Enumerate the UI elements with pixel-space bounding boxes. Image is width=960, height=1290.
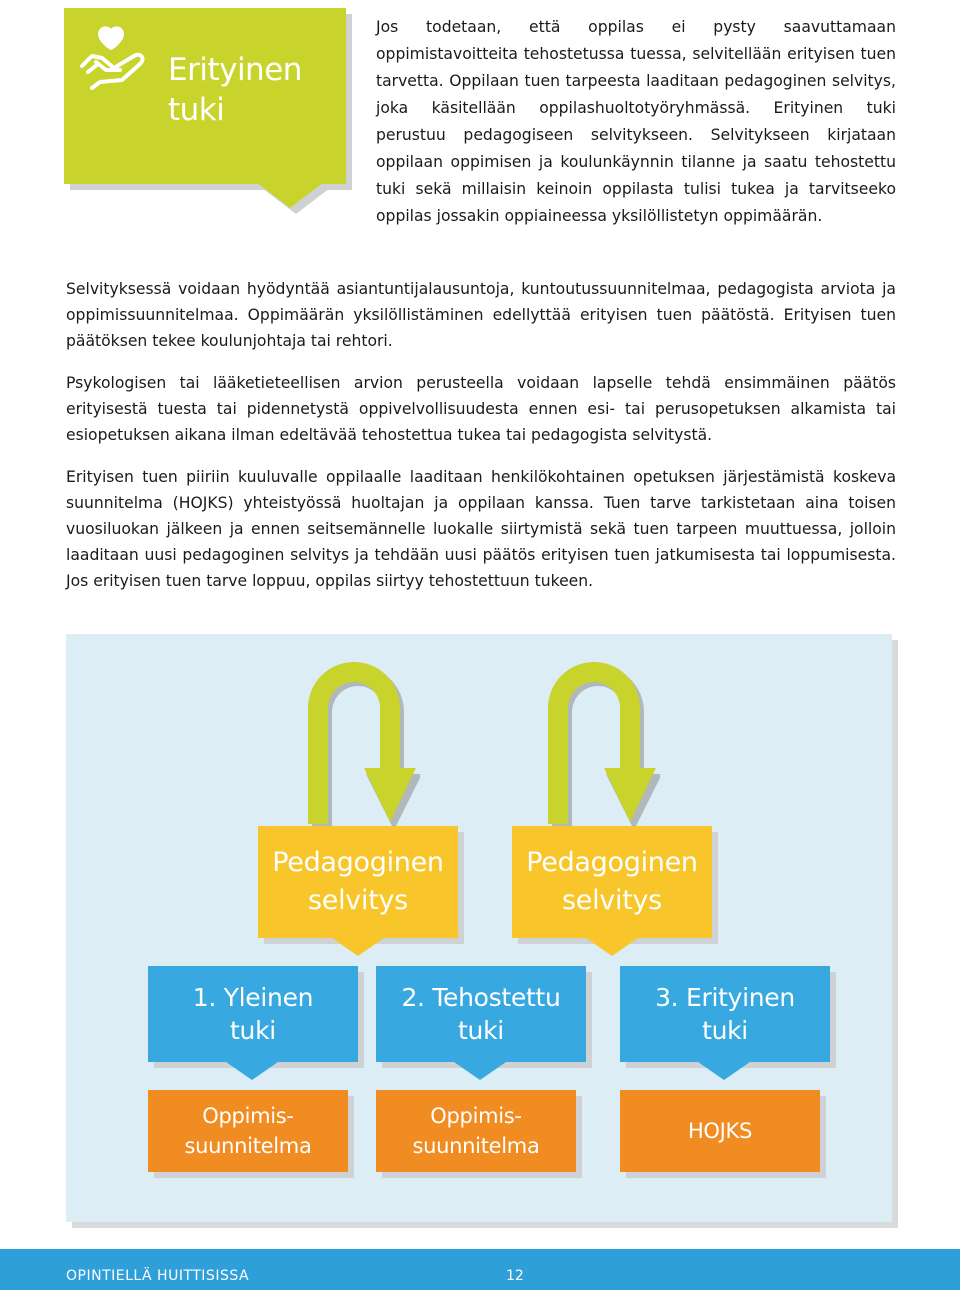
support-level-intensified [376, 966, 586, 1062]
box-label: Pedagoginen [272, 847, 444, 878]
footer-title: OPINTIELLÄ HUITTISISSA [66, 1268, 250, 1284]
body-paragraph-1: Selvityksessä voidaan hyödyntää asiantuntijalausuntoja, kuntoutussuunnitelmaa, pedagogista arviota ja oppimissuunnitelmaa. Oppimäärän yksilöllistäminen edellyttää erityisen tuen päätöstä. Erityisen tuen päätöksen tekee koulunjohtaja tai rehtori. [66, 280, 896, 350]
box-label: Oppimis- [202, 1104, 294, 1128]
pedagogical-report-box-2 [512, 826, 712, 938]
u-turn-arrow-icon [300, 662, 420, 828]
box-label: suunnitelma [184, 1134, 312, 1158]
box-label: tuki [230, 1016, 276, 1045]
u-turn-arrow-icon [540, 662, 660, 828]
box-label: tuki [702, 1016, 748, 1045]
callout-tail [256, 182, 324, 208]
intro-paragraph: Jos todetaan, että oppilas ei pysty saavuttamaan oppimistavoitteita tehostetussa tuessa, selvitellään erityisen tuen tarvetta. Oppilaan tuen tarpeesta laaditaan pedagoginen selvitys, joka käsitellään oppilashuoltotyöryhmässä. Erityinen tuki perustuu pedagogiseen selvitykseen. Selvitykseen kirjataan oppilaan oppimisen ja koulunkäynnin tilanne ja saatu tehostettu tuki sekä millaisin keinoin oppilasta tulisi tukea ja tarvitseeko oppilas jossakin oppiaineessa yksilöllistetyn oppimäärän. [376, 18, 896, 225]
support-level-special [620, 966, 830, 1062]
body-paragraph-3: Erityisen tuen piiriin kuuluvalle oppilaalle laaditaan henkilökohtainen opetuksen järjestämistä koskeva suunnitelma (HOJKS) yhteistyössä huoltajan ja oppilaan kanssa. Tuen tarve tarkistetaan aina toisen vuosiluokan jälkeen ja ennen seitsemännelle luokalle siirtymistä sekä tuen tarpeen muuttuessa, jolloin laaditaan uusi pedagoginen selvitys ja tehdään uusi päätös erityisen tuen jatkumisesta tai loppumisesta. Jos erityisen tuen tarve loppuu, oppilas siirtyy tehostettuun tukeen. [66, 468, 896, 590]
box-label: 1. Yleinen [192, 983, 314, 1012]
hand-heart-icon [78, 26, 158, 90]
box-label: selvitys [308, 885, 408, 916]
box-label: Pedagoginen [526, 847, 698, 878]
box-tail [226, 1062, 278, 1080]
box-tail [698, 1062, 750, 1080]
box-label: selvitys [562, 885, 662, 916]
page-number: 12 [506, 1268, 524, 1284]
box-label: Oppimis- [430, 1104, 522, 1128]
box-tail [586, 938, 638, 956]
box-tail [332, 938, 384, 956]
box-tail [454, 1062, 506, 1080]
support-level-general [148, 966, 358, 1062]
plan-box-hojks [620, 1090, 820, 1172]
box-label: 3. Erityinen [655, 983, 795, 1012]
pedagogical-report-box-1 [258, 826, 458, 938]
box-label: HOJKS [687, 1119, 753, 1143]
callout-title-line1: Erityinen [168, 52, 302, 88]
plan-box-2 [376, 1090, 576, 1172]
box-label: suunnitelma [412, 1134, 540, 1158]
box-label: tuki [458, 1016, 504, 1045]
callout-title [168, 50, 338, 130]
body-paragraph-2: Psykologisen tai lääketieteellisen arvion perusteella voidaan lapselle tehdä ensimmäinen päätös erityisestä tuesta tai pidennetystä oppivelvollisuudesta ennen esi- tai perusopetuksen alkamista tai esiopetuksen aikana ilman edeltävää tehostettua tukea tai pedagogista selvitystä. [66, 374, 896, 444]
plan-box-1 [148, 1090, 348, 1172]
box-label: 2. Tehostettu [401, 983, 561, 1012]
callout-title-line2: tuki [168, 92, 225, 128]
